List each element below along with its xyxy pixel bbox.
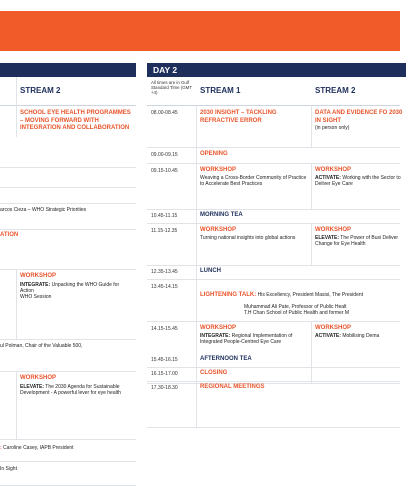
workshop-lead: INTEGRATE: (20, 282, 51, 288)
day2-band: DAY 2 (147, 63, 406, 77)
workshop-text: Turning national insights into global actions (200, 235, 296, 241)
speaker-line: arcos Cieza – WHO Strategic Priorities (0, 207, 87, 213)
time-label: 09.15-10.45 (151, 168, 178, 174)
speaker-line: ul Polman, Chair of the Valuable 500, (0, 343, 83, 349)
day1-header-row (0, 77, 136, 106)
workshop-lead: ELEVATE: (20, 384, 44, 390)
schedule-row (147, 381, 400, 428)
schedule-row (0, 371, 136, 440)
schedule-row (147, 147, 400, 164)
time-label: 13.45-14.15 (151, 284, 178, 290)
schedule-row (0, 167, 136, 188)
time-label: 10.45-11.15 (151, 213, 178, 219)
schedule-row (147, 367, 400, 382)
schedule-row (147, 265, 400, 280)
workshop-label: WORKSHOP (315, 227, 351, 233)
workshop-label: WORKSHOP (315, 167, 351, 173)
session-title: REGIONAL MEETINGS (200, 384, 265, 390)
session-block (315, 110, 405, 131)
workshop-block (200, 227, 308, 241)
time-label: 12.35-13.45 (151, 269, 178, 275)
stream1-heading: STREAM 1 (200, 86, 241, 95)
workshop-block (20, 375, 132, 396)
session-title: MORNING TEA (200, 212, 243, 218)
schedule-row (0, 439, 136, 462)
schedule-row (147, 209, 400, 224)
schedule-row (147, 163, 400, 210)
workshop-label: WORKSHOP (20, 375, 56, 381)
schedule-row (0, 187, 136, 204)
workshop-label: WORKSHOP (20, 273, 56, 279)
schedule-row (0, 339, 136, 372)
session-title: DATA AND EVIDENCE FO 2030 IN SIGHT (315, 110, 403, 124)
time-label: 09.00-09.15 (151, 152, 178, 158)
schedule-row (147, 353, 400, 368)
session-title: AFTERNOON TEA (200, 356, 252, 362)
workshop-text: Weaving a Cross-Border Community of Practice to Accelerate Best Practices (200, 175, 307, 188)
schedule-row (0, 269, 136, 340)
session-fragment: ATION (0, 232, 19, 238)
workshop-label: WORKSHOP (200, 167, 236, 173)
timezone-note: All times are in Gulf Standard Time (GMT +4) (151, 80, 192, 96)
workshop-sub: WHO Session (20, 294, 52, 301)
speaker-line: : Caroline Casey, IAPB President (0, 445, 74, 451)
day1-column (0, 63, 136, 472)
session-title: SCHOOL EYE HEALTH PROGRAMMES – MOVING FORWARD WITH INTEGRATION AND COLLABORATION (20, 110, 131, 131)
speaker-line: In Sight (0, 466, 17, 472)
workshop-block: WORKSHOP ACTIVATE: Working with the Sector to Deliver Eye Care (315, 167, 405, 187)
day2-header-row (147, 77, 400, 106)
stream2-heading: STREAM 2 (315, 86, 356, 95)
day1-band (0, 63, 136, 77)
session-note: (in person only) (315, 125, 350, 131)
schedule-row (147, 105, 403, 148)
session-title: 2030 INSIGHT – TACKLING REFRACTIVE ERROR (200, 110, 277, 124)
time-label: 15.45-16.15 (151, 357, 178, 363)
time-label: 14.15-15.45 (151, 326, 178, 332)
workshop-block: WORKSHOP ELEVATE: The Power of Busi Deliver Change for Eye Health (315, 227, 405, 247)
workshop-text: Unpacking the WHO Guide for Action (20, 282, 120, 295)
schedule-row (147, 223, 400, 266)
time-label: 11.15-12.35 (151, 228, 178, 234)
time-label: 16.15-17.00 (151, 371, 178, 377)
workshop-label: WORKSHOP (315, 325, 351, 331)
schedule-row (0, 229, 136, 270)
session-title: CLOSING (200, 370, 228, 376)
workshop-label: WORKSHOP (200, 227, 236, 233)
workshop-block: WORKSHOP ACTIVATE: Mobilising Dema (315, 325, 405, 339)
time-label: 17.30-18.30 (151, 385, 178, 391)
workshop-label: WORKSHOP (200, 325, 236, 331)
workshop-block (20, 273, 132, 301)
workshop-block (200, 167, 308, 187)
workshop-text: The 2030 Agenda for Sustainable Development - A powerful lever for eye health (20, 384, 121, 397)
schedule-row (147, 279, 400, 322)
time-label: 08.00-08.45 (151, 110, 178, 116)
schedule-row (0, 461, 136, 486)
session-title: OPENING (200, 151, 228, 157)
schedule-row (0, 203, 136, 230)
talk-block: LIGHTENING TALK: His Excellency, President Masisi, The President Muhammad Ali Pate, Professor of Public Healt T.H Chan School of Public Health and former M (200, 292, 364, 317)
day2-column (147, 63, 403, 440)
stream2-heading: STREAM 2 (20, 86, 61, 95)
workshop-block: WORKSHOP INTEGRATE: Regional Implementation of Integrated People-Centred Eye Care (200, 325, 308, 345)
session-title: LUNCH (200, 268, 221, 274)
header-banner (0, 11, 400, 51)
schedule-row (0, 105, 136, 168)
